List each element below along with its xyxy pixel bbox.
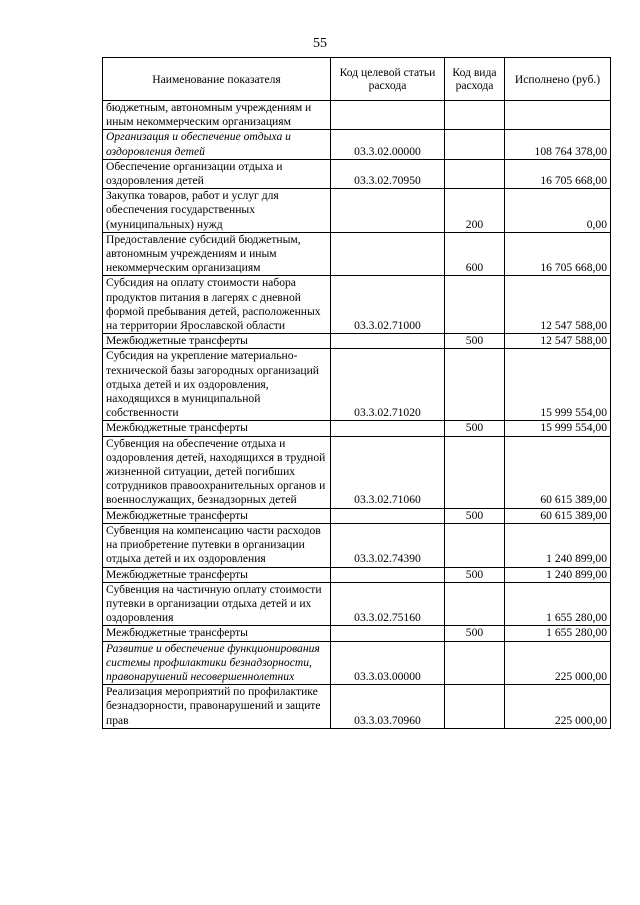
row-amount-cell: 60 615 389,00: [505, 436, 611, 508]
row-name-cell: Субсидия на укрепление материально-технической базы загородных организаций отдыха детей и их оздоровления, находящихся в муниципальной собственности: [103, 349, 331, 421]
page-number: 55: [313, 36, 327, 51]
table-row: [103, 349, 611, 421]
row-amount-cell: [505, 101, 611, 130]
row-amount-cell: 0,00: [505, 189, 611, 233]
table-row: [103, 582, 611, 626]
row-target-code-cell: 03.3.02.71020: [331, 349, 445, 421]
row-target-code-cell: [331, 232, 445, 276]
row-name-cell: Организация и обеспечение отдыха и оздоровления детей: [103, 130, 331, 159]
table-row: [103, 567, 611, 582]
row-amount-cell: 1 240 899,00: [505, 567, 611, 582]
row-type-code-cell: 500: [445, 626, 505, 641]
row-name-cell: Развитие и обеспечение функционирования системы профилактики безнадзорности, правонарушений несовершеннолетних: [103, 641, 331, 685]
row-name-cell: Субвенция на частичную оплату стоимости путевки в организации отдыха детей и их оздоровления: [103, 582, 331, 626]
table-row: [103, 685, 611, 729]
table-row: [103, 641, 611, 685]
row-type-code-cell: [445, 276, 505, 334]
row-type-code-cell: [445, 685, 505, 729]
row-amount-cell: 225 000,00: [505, 685, 611, 729]
row-target-code-cell: 03.3.02.74390: [331, 523, 445, 567]
table-row: [103, 523, 611, 567]
row-type-code-cell: 500: [445, 567, 505, 582]
table-row: [103, 101, 611, 130]
header-indicator-name: Наименование показателя: [103, 58, 331, 101]
row-target-code-cell: 03.3.02.71060: [331, 436, 445, 508]
row-name-cell: Обеспечение организации отдыха и оздоровления детей: [103, 159, 331, 188]
header-executed: Исполнено (руб.): [505, 58, 611, 101]
row-amount-cell: 1 655 280,00: [505, 626, 611, 641]
row-target-code-cell: [331, 567, 445, 582]
row-amount-cell: 15 999 554,00: [505, 349, 611, 421]
row-name-cell: бюджетным, автономным учреждениям и иным некоммерческим организациям: [103, 101, 331, 130]
table-header-row: [103, 58, 611, 101]
row-amount-cell: 12 547 588,00: [505, 334, 611, 349]
header-target-code: Код целевой статьи расхода: [331, 58, 445, 101]
row-name-cell: Межбюджетные трансферты: [103, 626, 331, 641]
row-amount-cell: 60 615 389,00: [505, 508, 611, 523]
row-type-code-cell: 600: [445, 232, 505, 276]
row-name-cell: Межбюджетные трансферты: [103, 508, 331, 523]
row-name-cell: Закупка товаров, работ и услуг для обеспечения государственных (муниципальных) нужд: [103, 189, 331, 233]
row-target-code-cell: [331, 101, 445, 130]
table-row: [103, 232, 611, 276]
row-amount-cell: 225 000,00: [505, 641, 611, 685]
row-amount-cell: 1 240 899,00: [505, 523, 611, 567]
row-target-code-cell: [331, 626, 445, 641]
row-type-code-cell: [445, 436, 505, 508]
row-type-code-cell: [445, 349, 505, 421]
row-type-code-cell: [445, 159, 505, 188]
header-type-code: Код вида расхода: [445, 58, 505, 101]
row-type-code-cell: [445, 130, 505, 159]
row-type-code-cell: 500: [445, 334, 505, 349]
row-type-code-cell: 500: [445, 508, 505, 523]
row-type-code-cell: [445, 523, 505, 567]
row-name-cell: Субвенция на обеспечение отдыха и оздоровления детей, находящихся в трудной жизненной ситуации, детей погибших сотрудников правоохранительных органов и военнослужащих, безнадзорных детей: [103, 436, 331, 508]
row-name-cell: Субсидия на оплату стоимости набора продуктов питания в лагерях с дневной формой пребывания детей, расположенных на территории Ярославской области: [103, 276, 331, 334]
row-amount-cell: 16 705 668,00: [505, 232, 611, 276]
table-row: [103, 508, 611, 523]
row-name-cell: Межбюджетные трансферты: [103, 421, 331, 436]
table-row: [103, 276, 611, 334]
row-target-code-cell: 03.3.02.70950: [331, 159, 445, 188]
row-target-code-cell: [331, 189, 445, 233]
row-target-code-cell: 03.3.02.71000: [331, 276, 445, 334]
row-amount-cell: 15 999 554,00: [505, 421, 611, 436]
budget-execution-table: [102, 57, 611, 729]
row-target-code-cell: 03.3.02.75160: [331, 582, 445, 626]
table-row: [103, 189, 611, 233]
table-row: [103, 159, 611, 188]
table-row: [103, 421, 611, 436]
table-row: [103, 334, 611, 349]
table-row: [103, 626, 611, 641]
row-target-code-cell: 03.3.03.00000: [331, 641, 445, 685]
row-name-cell: Субвенция на компенсацию части расходов на приобретение путевки в организации отдыха детей и их оздоровления: [103, 523, 331, 567]
row-amount-cell: 16 705 668,00: [505, 159, 611, 188]
row-target-code-cell: [331, 508, 445, 523]
row-name-cell: Межбюджетные трансферты: [103, 567, 331, 582]
row-type-code-cell: 500: [445, 421, 505, 436]
row-target-code-cell: 03.3.02.00000: [331, 130, 445, 159]
row-name-cell: Реализация мероприятий по профилактике безнадзорности, правонарушений и защите прав: [103, 685, 331, 729]
row-amount-cell: 108 764 378,00: [505, 130, 611, 159]
row-type-code-cell: [445, 641, 505, 685]
table-row: [103, 130, 611, 159]
table-body: [103, 101, 611, 729]
row-type-code-cell: [445, 101, 505, 130]
row-type-code-cell: [445, 582, 505, 626]
table-row: [103, 436, 611, 508]
row-target-code-cell: [331, 334, 445, 349]
row-target-code-cell: [331, 421, 445, 436]
row-name-cell: Предоставление субсидий бюджетным, автономным учреждениям и иным некоммерческим организациям: [103, 232, 331, 276]
row-type-code-cell: 200: [445, 189, 505, 233]
row-amount-cell: 1 655 280,00: [505, 582, 611, 626]
row-target-code-cell: 03.3.03.70960: [331, 685, 445, 729]
row-name-cell: Межбюджетные трансферты: [103, 334, 331, 349]
row-amount-cell: 12 547 588,00: [505, 276, 611, 334]
